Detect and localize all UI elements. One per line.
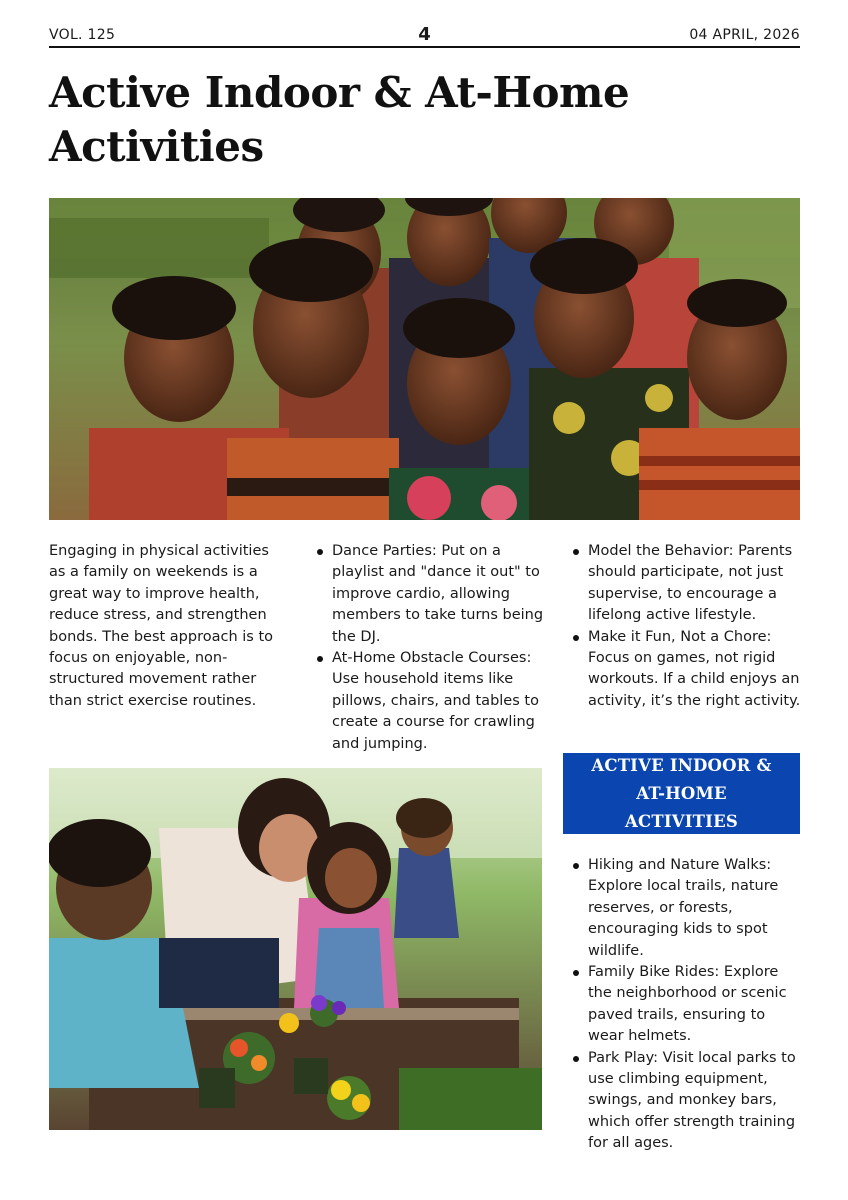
- family-gardening-photo-icon: [49, 768, 542, 1130]
- intro-column: [49, 541, 289, 712]
- volume-label: VOL. 125: [49, 27, 116, 43]
- callout-box: ACTIVE INDOOR & AT-HOME ACTIVITIES: [563, 753, 800, 834]
- list-item: Model the Behavior: Parents should participate, not just supervise, to encourage a lifelong active lifestyle.: [570, 541, 802, 627]
- group-of-smiling-children-photo-icon: [49, 198, 800, 520]
- list-item: Dance Parties: Put on a playlist and "dance it out" to improve cardio, allowing members to take turns being the DJ.: [314, 541, 550, 648]
- list-item: Make it Fun, Not a Chore: Focus on games, not rigid workouts. If a child enjoys an activity, it’s the right activity.: [570, 627, 802, 713]
- list-item: Park Play: Visit local parks to use climbing equipment, swings, and monkey bars, which offer strength training for all ages.: [570, 1048, 802, 1155]
- list-item: Family Bike Rides: Explore the neighborhood or scenic paved trails, ensuring to wear helmets.: [570, 962, 802, 1048]
- home-activities-list: [314, 541, 550, 755]
- children-group-photo: [49, 198, 800, 520]
- list-item: Hiking and Nature Walks: Explore local trails, nature reserves, or forests, encouraging kids to spot wildlife.: [570, 855, 802, 962]
- list-item: At-Home Obstacle Courses: Use household items like pillows, chairs, and tables to create a course for crawling and jumping.: [314, 648, 550, 755]
- outdoor-activities-list: [570, 855, 802, 1155]
- page-number: 4: [418, 24, 431, 45]
- intro-paragraph: Engaging in physical activities as a family on weekends is a great way to improve health, reduce stress, and strengthen bonds. The best approach is to focus on enjoyable, non-structured movement rather than strict exercise routines.: [49, 543, 274, 709]
- article-title: Active Indoor & At-Home Activities: [49, 68, 630, 171]
- tips-list: [570, 541, 802, 712]
- right-column: [570, 541, 802, 712]
- page-header: [49, 24, 800, 48]
- middle-column: [314, 541, 550, 755]
- issue-date: 04 APRIL, 2026: [689, 27, 800, 43]
- outdoor-column: [570, 855, 802, 1155]
- gardening-photo: [49, 768, 542, 1130]
